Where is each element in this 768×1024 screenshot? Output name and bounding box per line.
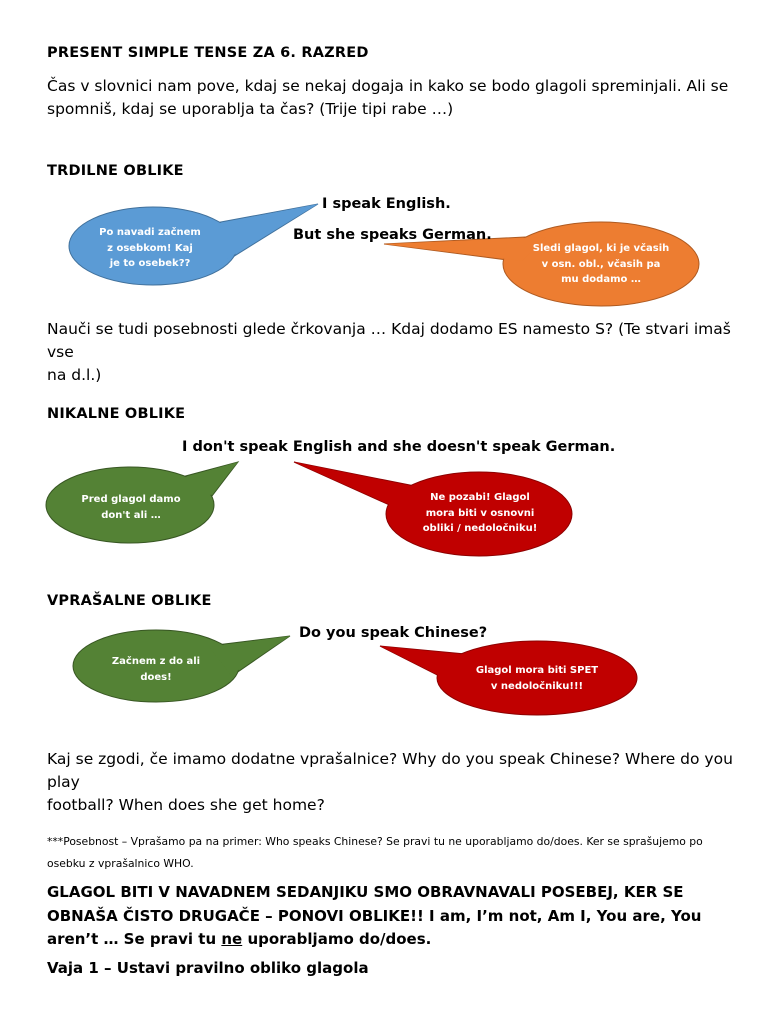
question-heading: VPRAŠALNE OBLIKE [47,593,212,609]
spelling-note: Nauči se tudi posebnosti glede črkovanja … Kdaj dodamo ES namesto S? (Te stvari imaš vse na d.l.) [47,320,731,384]
biti-note-line-1: GLAGOL BITI V NAVADNEM SEDANJIKU SMO OBRAVNAVALI POSEBEJ, KER SE [47,883,684,901]
biti-note-line-3: aren’t … Se pravi tu ne uporabljamo do/does. [47,930,432,948]
affirmative-sentence-2: But she speaks German. [293,227,492,243]
green-bubble-question-text: Začnem z do ali does! [111,656,201,683]
negative-sentence: I don't speak English and she doesn't speak German. [182,439,616,455]
biti-note-line-2: OBNAŠA ČISTO DRUGAČE – PONOVI OBLIKE!! I am, I’m not, Am I, You are, You [47,906,702,925]
exercise-title: Vaja 1 – Ustavi pravilno obliko glagola [47,959,369,977]
affirmative-heading: TRDILNE OBLIKE [47,163,184,179]
intro-line-2: spomniš, kdaj se uporablja ta čas? (Trije tipi rabe …) [47,100,454,118]
green-bubble-negative-text: Pred glagol damo don't ali … [81,494,181,521]
orange-bubble-text: Sledi glagol, ki je včasih v osn. obl., včasih pa mu dodamo … [532,243,670,285]
affirmative-sentence-1: I speak English. [322,196,451,212]
intro-line-1: Čas v slovnici nam pove, kdaj se nekaj dogaja in kako se bodo glagoli spreminjali. Ali se [47,77,729,95]
blue-bubble-text: Po navadi začnem z osebkom! Kaj je to osebek?? [99,227,201,269]
red-bubble-negative-text: Ne pozabi! Glagol mora biti v osnovni obliki / nedoločniku! [422,492,538,534]
page-title: PRESENT SIMPLE TENSE ZA 6. RAZRED [47,45,369,61]
special-note: ***Posebnost – Vprašamo pa na primer: Who speaks Chinese? Se pravi tu ne uporabljamo do/does. Ker se sprašujemo po osebku z vprašalnico WHO. [47,835,703,870]
red-bubble-question-text: Glagol mora biti SPET v nedoločniku!!! [475,665,599,692]
wh-questions-note: Kaj se zgodi, če imamo dodatne vprašalnice? Why do you speak Chinese? Where do you play football? When does she get home? [47,750,733,814]
question-sentence: Do you speak Chinese? [299,625,488,641]
negative-heading: NIKALNE OBLIKE [47,406,186,422]
biti-note [47,881,737,952]
